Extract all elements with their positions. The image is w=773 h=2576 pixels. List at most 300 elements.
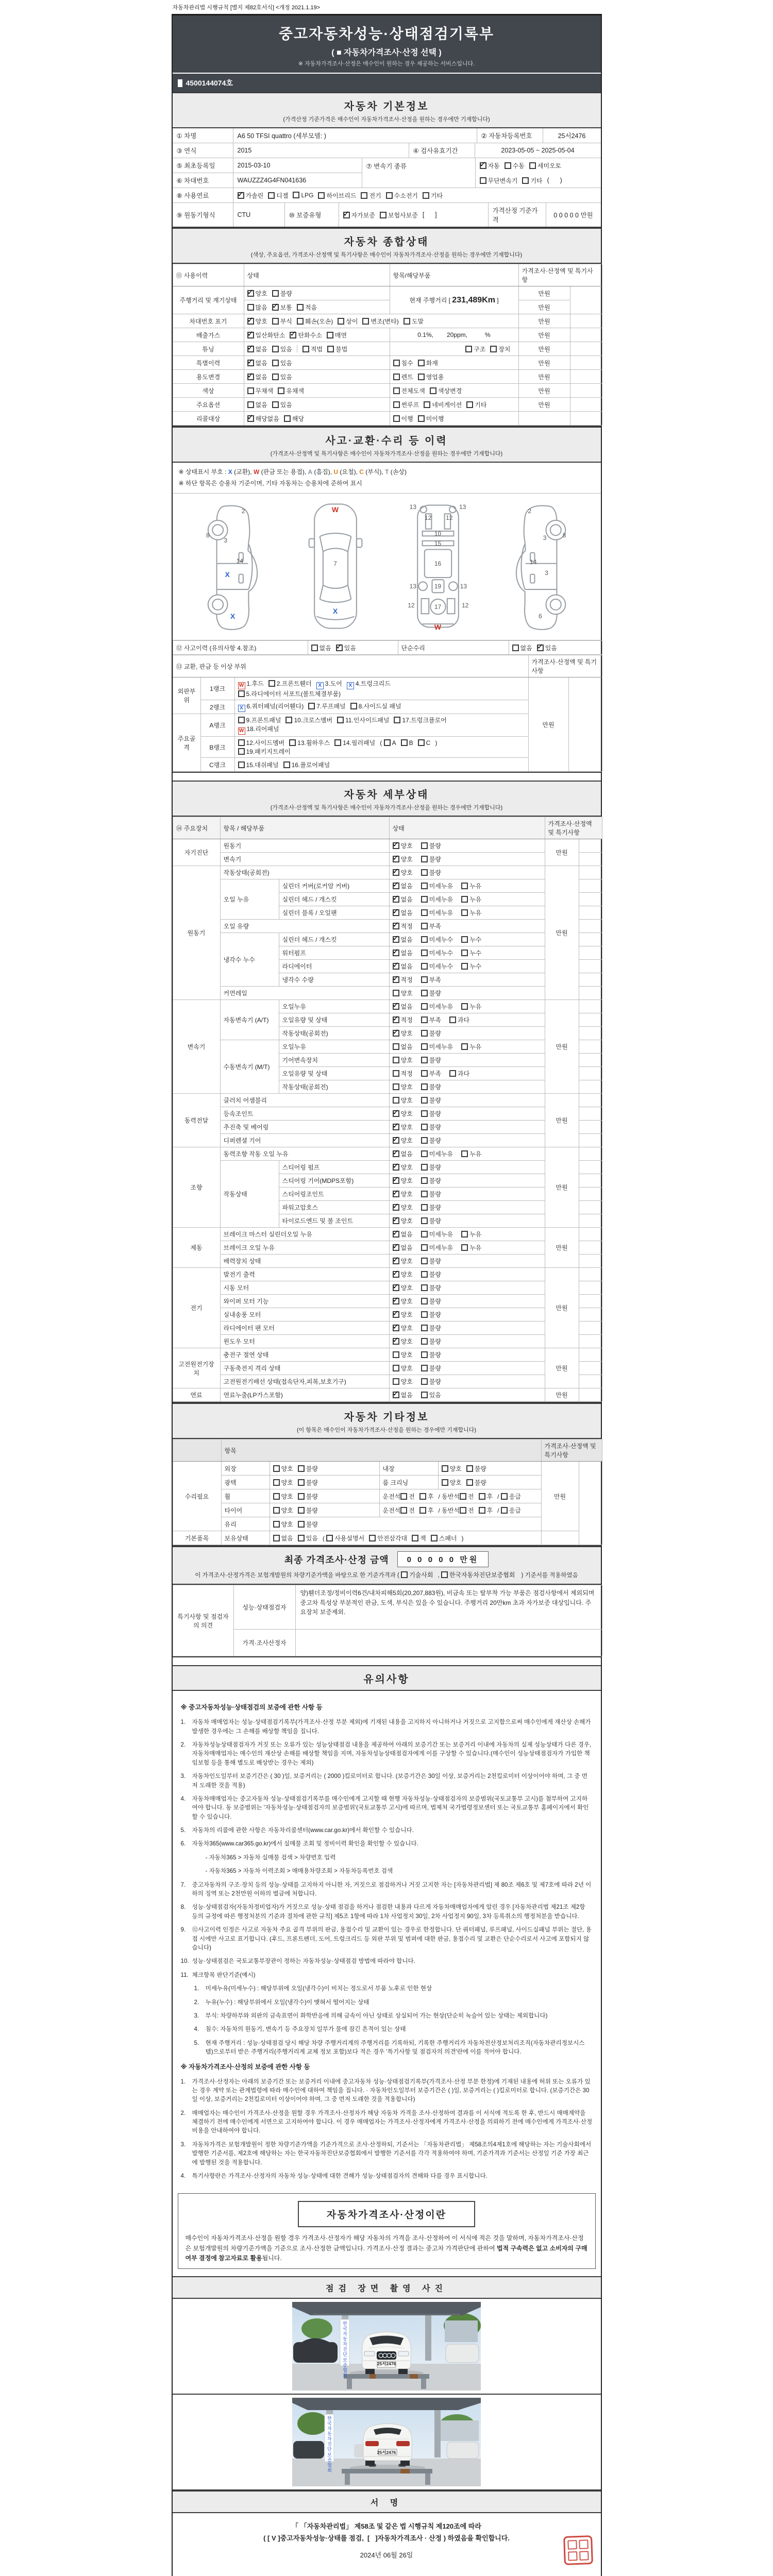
table-cell: 가격·조사산정자 xyxy=(233,1630,295,1656)
notice-item xyxy=(181,2011,593,2020)
option-label: 없음 xyxy=(281,1534,293,1542)
item-text: 자동차 매매업자는 성능·상태점검기록부(가격조사·산정 부분 제외)에 기재된 내용을 고지하지 아니하거나 거짓으로 고지함으로써 매수인에게 재산상 손해가 발생한 경우에는 그 손해를 배상할 책임을 집니다. xyxy=(192,1719,591,1735)
option-label: 많음 xyxy=(255,303,267,311)
section-subtitle: (가격산정 기준가격은 매수인이 자동차가격조사·산정을 원하는 경우에만 기재합니다) xyxy=(283,116,490,123)
option xyxy=(334,738,375,747)
final-price-label: 최종 가격조사·산정 금액 xyxy=(284,1554,389,1565)
section-etc-header xyxy=(173,1403,601,1439)
blank-cell xyxy=(579,1388,602,1402)
state-cell xyxy=(389,1121,545,1134)
item-text: 중고자동차의 구조·장치 등의 성능·상태를 고지하지 아니한 자, 거짓으로 점검하거나 거짓 고지한 자는 [자동차관리법] 제 80조 제6호 및 제7호에 따라 2년 이하의 징역 또는 2천만원 이하의 벌금에 처합니다. xyxy=(192,1881,592,1897)
item-text: ⑫사고이력 인정은 사고로 자동차 주요 골격 부위의 판금, 용접수리 및 교환이 있는 경우로 한정합니다. 단 쿼터패널, 루프패널, 사이드실패널 부위는 절단, 용접 시에만 사고로 표기합니다. (후드, 프론트펜더, 도어, 트렁크리드 등 외판 부위 및 범퍼에 대한 판금, 용접수리 및 교환은 단순수리로서 사고에 포함되지 않습니다) xyxy=(192,1926,592,1951)
option xyxy=(393,1042,413,1051)
text: (요철), xyxy=(338,468,360,476)
price-cell: 만원 xyxy=(545,1388,579,1402)
table-cell xyxy=(390,356,518,370)
option xyxy=(421,1015,441,1024)
exchange-repair-table xyxy=(173,655,601,773)
option xyxy=(421,1350,441,1359)
table-cell xyxy=(579,1462,602,1545)
blank-cell xyxy=(579,1067,602,1080)
state-cell xyxy=(389,1188,545,1201)
price-cell: 만원 xyxy=(545,1228,579,1268)
item-cell: 오일유량 및 상태 xyxy=(279,1013,389,1027)
option xyxy=(421,895,453,904)
option xyxy=(421,1163,441,1172)
option-label: 14.필러패널 xyxy=(343,739,376,747)
panel-number: 10 xyxy=(434,530,442,538)
checkbox xyxy=(421,950,428,956)
form-cell: ④ 검사유효기간 xyxy=(409,143,475,158)
checkbox xyxy=(421,1070,428,1077)
option-label: 있음 xyxy=(344,644,356,652)
state-cell xyxy=(389,1255,545,1268)
checkbox xyxy=(466,1479,473,1486)
checkbox xyxy=(418,739,425,746)
option xyxy=(421,855,441,863)
text: 매수인이 자동차가격조사·산정을 원할 경우 가격조사·산정자가 해당 자동차의 가격을 조사·산정하여 이 서식에 적은 것을 말하며, 자동차가격조사·산정은 보험개발원의 차량기준가액을 기준으로 조사·산정한 금액입니다. 가격조사·산정 결과는 중고차 가격판단에 관하여 xyxy=(185,2234,584,2252)
checkbox xyxy=(421,1150,428,1157)
item-cell: 스티어링 펌프 xyxy=(279,1161,389,1174)
checkbox-checked xyxy=(247,346,254,352)
table-row xyxy=(173,1308,602,1321)
table-row xyxy=(173,1585,602,1630)
inspection-banner-text: 한국자동차진단보증협회 xyxy=(327,2415,332,2473)
table-cell: 광택 xyxy=(221,1476,270,1489)
option xyxy=(442,1478,462,1487)
option xyxy=(512,643,532,652)
explain-box-text xyxy=(186,2233,588,2263)
checkbox xyxy=(479,1493,485,1500)
option-label: 후 xyxy=(427,1506,434,1514)
option xyxy=(343,211,375,219)
table-row xyxy=(173,1375,602,1388)
option-label: 없음 xyxy=(400,936,413,944)
page-frame xyxy=(172,15,602,2576)
legend-code: X xyxy=(228,468,232,476)
checkbox-checked xyxy=(393,950,399,956)
table-cell xyxy=(244,300,390,314)
table-cell xyxy=(234,700,528,714)
checkbox xyxy=(393,1070,399,1077)
state-cell xyxy=(389,973,545,987)
option-label: 도말 xyxy=(411,317,424,325)
checkbox-checked xyxy=(393,1030,399,1037)
checkbox xyxy=(273,1465,280,1472)
table-cell: 양)휀더조정/정비이력6건/내차피해5회(20,207,883원), 비금속 또는 탈부착 가능 부품은 점검사항에서 제외되며 중고차 특성상 부분적인 판금, 도색, 부식은 있을 수 있습니다. 주행거리 20만km 초과 자가보증 대상입니다. 주요장치 보증제외. xyxy=(295,1585,602,1630)
option xyxy=(412,1534,426,1543)
state-cell xyxy=(389,1040,545,1054)
checkbox xyxy=(393,1097,399,1104)
checkbox xyxy=(431,1535,438,1541)
text: 됩니다. xyxy=(262,2254,282,2262)
checkbox xyxy=(362,318,369,325)
state-cell xyxy=(389,946,545,960)
checkbox xyxy=(421,1124,428,1130)
item-text: 현재 주행거리 : 성능·상태점검 당시 해당 차량 주행거리계의 주행거리를 기록하되, 기록한 주행거리가 자동차전산정보처리조직(자동차관리정보시스템)으로부터 받은 주행거리(주행거리계 교체 정보 포함)보다 적은 경우 '특기사항 및 점검자의 의견'란에 이를 적어야 합니다. xyxy=(205,2039,585,2056)
option xyxy=(273,1478,293,1487)
checkbox xyxy=(337,717,344,723)
table-cell xyxy=(270,1476,379,1489)
option-label: 불량 xyxy=(429,1164,441,1172)
option-label: 사용설명서 xyxy=(334,1534,365,1542)
option xyxy=(466,400,486,409)
item-text: 부식: 차량하부와 외판의 금속표면이 화학반응에 의해 금속이 아닌 상태로 상실되어 가는 현상(단순히 녹슬어 있는 상태는 제외합니다) xyxy=(205,2012,548,2019)
checkbox-checked xyxy=(247,318,254,325)
table-cell xyxy=(438,1462,541,1476)
blank-cell xyxy=(579,1161,602,1174)
item-cell: 실내송풍 모터 xyxy=(220,1308,389,1321)
option-label: 기타 xyxy=(431,192,443,199)
notice-item xyxy=(181,1903,593,1921)
subgroup-cell: 수동변속기 (M/T) xyxy=(220,1040,279,1094)
inspection-photo-front xyxy=(292,2302,481,2391)
option xyxy=(393,1176,413,1185)
text: (교환), xyxy=(232,468,254,476)
item-number: 7. xyxy=(180,1881,186,1888)
checkbox xyxy=(466,401,473,408)
text: [ ] xyxy=(422,211,437,218)
inspection-date: 2024년 06월 26일 xyxy=(360,2551,413,2559)
item-text: 자동차의 리콜에 관한 사항은 자동차리콜센터(www.car.go.kr)에서 확인할 수 있습니다. xyxy=(192,1827,414,1834)
spacer xyxy=(173,773,601,781)
table-cell: 2랭크 xyxy=(200,700,234,714)
option-label: 적정 xyxy=(400,976,413,984)
option-label: 훼손(오손) xyxy=(305,317,333,325)
panel-number: 12 xyxy=(408,602,415,609)
form-cell xyxy=(362,173,476,188)
option xyxy=(418,372,444,381)
weld-mark: W xyxy=(434,623,442,632)
table-cell xyxy=(570,342,602,356)
option-label: 부족 xyxy=(429,1070,441,1078)
text: ] xyxy=(495,296,499,304)
option-label: 12.사이드멤버 xyxy=(246,739,285,747)
state-cell xyxy=(389,1201,545,1214)
checkbox-checked xyxy=(393,963,399,970)
title-band xyxy=(173,15,601,74)
checkbox-checked xyxy=(393,1258,399,1264)
table-cell: 외장 xyxy=(221,1462,270,1476)
option xyxy=(311,643,331,652)
option-label: 불량 xyxy=(429,1177,441,1185)
option xyxy=(421,1377,441,1386)
blank-cell xyxy=(579,879,602,893)
legend-code: A xyxy=(308,468,313,476)
option xyxy=(421,1082,441,1091)
table-cell: 색상 xyxy=(173,384,244,398)
option-label: 불량 xyxy=(429,1030,441,1038)
option-label: 양호 xyxy=(400,1191,413,1198)
option xyxy=(278,386,304,395)
item-cell: 오일 유량 xyxy=(220,920,389,933)
checkbox xyxy=(423,192,429,199)
marked-item xyxy=(238,724,279,735)
text: ) 기준서를 적용하였음 xyxy=(519,1572,578,1579)
table-cell xyxy=(379,1489,541,1503)
option xyxy=(247,345,267,353)
text: / xyxy=(497,1506,501,1514)
option-label: 불량 xyxy=(429,842,441,850)
option xyxy=(273,1506,293,1515)
option xyxy=(361,191,381,200)
checkbox xyxy=(272,374,279,380)
option-label: 양호 xyxy=(400,1177,413,1185)
option xyxy=(393,1002,413,1011)
checkbox-checked xyxy=(393,1325,399,1331)
table-cell: 만원 xyxy=(518,356,570,370)
option-label: 렌트 xyxy=(401,373,413,381)
item-number: 1. xyxy=(180,1719,186,1726)
option-label: 누수 xyxy=(469,950,482,957)
option xyxy=(284,414,304,423)
option-label: 8.사이드실 패널 xyxy=(358,703,401,710)
checkbox xyxy=(284,415,291,422)
option xyxy=(380,211,418,219)
table-cell xyxy=(234,714,528,737)
table-cell xyxy=(570,384,602,398)
checkbox xyxy=(393,387,400,394)
option-label: 없음 xyxy=(255,345,267,353)
state-cell xyxy=(389,1107,545,1121)
table-cell xyxy=(270,1462,379,1476)
checkbox xyxy=(421,883,428,889)
option-label: 누유 xyxy=(469,1244,482,1252)
option-label: 누유 xyxy=(469,909,482,917)
option-label: 적정 xyxy=(400,1070,413,1078)
table-cell: 수리필요 xyxy=(173,1462,221,1531)
table-row xyxy=(173,342,602,356)
checkbox xyxy=(297,304,304,311)
table-cell xyxy=(244,412,390,426)
table-cell: 가격조사·산정액 및 특기사항 xyxy=(518,264,602,286)
option-label: 양호 xyxy=(400,1378,413,1386)
option xyxy=(505,161,525,170)
item-number: 5. xyxy=(194,2039,199,2046)
table-row xyxy=(173,879,602,893)
option xyxy=(421,1230,453,1239)
final-price-note xyxy=(173,1570,601,1579)
panel-number: 2 xyxy=(528,507,532,515)
option xyxy=(421,922,441,930)
checkbox-checked xyxy=(393,1177,399,1184)
option-label: 양호 xyxy=(400,1083,413,1091)
table-cell xyxy=(295,1630,602,1656)
exchange-mark: X xyxy=(332,606,338,615)
blank-cell xyxy=(579,1362,602,1375)
option xyxy=(419,1492,434,1501)
table-cell xyxy=(270,1531,541,1545)
option xyxy=(393,1149,413,1158)
notice-item xyxy=(181,1826,593,1835)
table-cell: 만원 xyxy=(518,398,570,412)
checkbox-checked xyxy=(393,1231,399,1238)
option xyxy=(479,1492,493,1501)
section-title: 자동차 기타정보 xyxy=(344,1412,429,1423)
option xyxy=(273,1464,293,1473)
table-cell xyxy=(234,758,528,772)
notice-item xyxy=(181,1740,593,1767)
price-cell: 만원 xyxy=(545,1094,579,1147)
option xyxy=(297,303,317,312)
document-page xyxy=(172,0,602,2576)
checkbox xyxy=(393,1083,399,1090)
option-label: 불량 xyxy=(429,1351,441,1359)
option-label: 양호 xyxy=(400,1124,413,1131)
option-label: 양호 xyxy=(400,856,413,863)
checkbox xyxy=(289,739,296,746)
option xyxy=(421,1176,441,1185)
panel-number: 12 xyxy=(446,514,453,521)
state-cell xyxy=(389,1000,545,1013)
table-row xyxy=(173,398,602,412)
option xyxy=(393,868,413,877)
option-label: 기타 xyxy=(475,401,487,409)
etc-info-table xyxy=(173,1439,601,1546)
text: (부식), xyxy=(363,468,385,476)
checkbox xyxy=(461,950,468,956)
option xyxy=(238,191,264,200)
state-cell xyxy=(389,1321,545,1335)
blank-cell xyxy=(579,893,602,906)
checkbox-checked xyxy=(537,645,544,651)
exchange-mark: X xyxy=(347,682,354,689)
checkbox xyxy=(421,1258,428,1264)
option xyxy=(362,317,398,326)
notice-item xyxy=(181,1984,593,1993)
panel-number: 16 xyxy=(434,560,442,567)
table-cell: 룸 크리닝 xyxy=(379,1476,438,1489)
checkbox xyxy=(311,645,318,651)
option xyxy=(393,895,413,904)
price-cell: 만원 xyxy=(545,866,579,1000)
checkbox-checked xyxy=(343,212,350,218)
item-label: 1.후드 xyxy=(246,680,264,688)
option-label: 응급 xyxy=(509,1493,521,1500)
option-label: 양호 xyxy=(400,1258,413,1265)
option xyxy=(393,1391,413,1399)
option xyxy=(247,289,267,298)
text-bold: 231,489Km xyxy=(452,295,495,304)
checkbox xyxy=(421,1016,428,1023)
option-label: 불량 xyxy=(429,856,441,863)
option-label: 누유 xyxy=(469,1150,482,1158)
checkbox-checked xyxy=(393,856,399,862)
option xyxy=(247,331,285,340)
option xyxy=(393,855,413,863)
table-row xyxy=(173,1335,602,1348)
inspection-banner-text: 한국자동차진단보증협회 xyxy=(343,2320,347,2378)
blank-cell xyxy=(579,973,602,987)
table-cell xyxy=(570,314,602,328)
checkbox xyxy=(418,360,425,366)
table-cell: 휠 xyxy=(221,1489,270,1503)
form-cell: 2023-05-05 ~ 2025-05-04 xyxy=(475,143,601,158)
option xyxy=(421,1029,441,1038)
option xyxy=(327,331,347,340)
checkbox xyxy=(461,896,468,903)
form-cell: ⑥ 차대번호 xyxy=(173,173,233,188)
blank-cell xyxy=(579,866,602,879)
checkbox xyxy=(421,1338,428,1345)
checkbox xyxy=(318,192,325,199)
blank-cell xyxy=(579,920,602,933)
table-cell xyxy=(390,384,518,398)
marked-item xyxy=(316,679,342,689)
inspection-photo-front-row xyxy=(173,2299,601,2395)
item-text: 자동차성능상태점검자가 거짓 또는 오류가 있는 성능상태점검 내용을 제공하여 아래의 보증기간 또는 보증거리 이내에 자동차의 실제 성능상태가 다른 경우, 자동차매매업자는 매수인의 재산상 손해를 배상할 책임을 지며, 자동차성능상태점검자에게 이를 구상할 수 있습니다.(매수인이 성능상태점검자가 가입한 책임보험 등을 통해 별도로 배상받는 경우는 제외) xyxy=(192,1741,592,1766)
document-number-band xyxy=(173,74,601,92)
panel-number: 8 xyxy=(562,531,566,539)
checkbox-checked xyxy=(393,1392,399,1398)
blank-cell xyxy=(579,1054,602,1067)
license-plate-rear: 25서2476 xyxy=(377,2449,396,2455)
checkbox xyxy=(272,290,279,297)
section-title: 유의사항 xyxy=(363,1674,410,1686)
option-label: 부족 xyxy=(429,923,441,930)
checkbox-checked xyxy=(393,923,399,929)
option-label: 과다 xyxy=(457,1016,470,1024)
form-row xyxy=(173,173,601,188)
form-cell: ⑩ 보증유형 xyxy=(285,203,339,227)
checkbox xyxy=(441,1571,448,1578)
checkbox xyxy=(418,374,425,380)
notice-list-1 xyxy=(181,1718,593,2056)
table-cell: 주요옵션 xyxy=(173,398,244,412)
option xyxy=(466,1464,486,1473)
checkbox xyxy=(424,401,430,408)
option xyxy=(400,1492,415,1501)
item-cell: 타이로드엔드 및 볼 조인트 xyxy=(279,1214,389,1228)
option xyxy=(318,191,356,200)
table-cell: 리콜대상 xyxy=(173,412,244,426)
option xyxy=(421,1283,441,1292)
option xyxy=(421,1297,441,1306)
item-number: 4. xyxy=(194,2026,199,2033)
panel-number: 7 xyxy=(333,560,337,567)
option xyxy=(421,1270,441,1279)
notice-item xyxy=(181,1925,593,1952)
checkbox xyxy=(418,415,425,422)
item-cell: 라디에이터 xyxy=(279,960,389,973)
blank-cell xyxy=(579,1107,602,1121)
option xyxy=(421,989,441,997)
option xyxy=(393,882,413,890)
form-cell: 0 0 0 0 0 만원 xyxy=(553,212,593,219)
state-cell xyxy=(389,1134,545,1147)
item-text: 침수: 자동차의 원동기, 변속기 등 주요장치 일부가 물에 잠긴 흔적이 있는 상태 xyxy=(205,2026,406,2033)
table-row xyxy=(173,933,602,946)
option xyxy=(393,1056,413,1064)
option-label: 불량 xyxy=(429,1124,441,1131)
item-cell: 시동 모터 xyxy=(220,1281,389,1295)
table-cell xyxy=(390,398,518,412)
table-row xyxy=(173,1503,602,1517)
option-label: 탄화수소 xyxy=(298,331,322,339)
option xyxy=(461,882,481,890)
state-cell xyxy=(389,1161,545,1174)
option-label: 전 xyxy=(467,1506,474,1514)
form-cell xyxy=(476,158,601,173)
section-basic-header xyxy=(173,92,601,128)
table-cell: 만원 xyxy=(528,677,568,772)
option xyxy=(421,1149,453,1158)
item-text: 매매업자는 매수인이 가격조사·산정을 원할 경우 가격조사·산정자가 해당 자동차 가격을 조사·산정하여 결과를 이 서식에 적도록 한 후, 반드시 매매계약을 체결하기 전에 매수인에게 서면으로 고지하여야 합니다. 이 경우 매매업자는 가격조사·산정자에게 가격조사·산정을 의뢰하기 전에 매수인에게 가격조사·산정 비용을 안내하여야 합니다. xyxy=(192,2109,593,2134)
option-label: 불량 xyxy=(306,1465,318,1472)
checkbox xyxy=(501,1507,508,1514)
checkbox xyxy=(412,1535,418,1541)
table-cell: 특기사항 및 점검자의 의견 xyxy=(173,1585,233,1656)
